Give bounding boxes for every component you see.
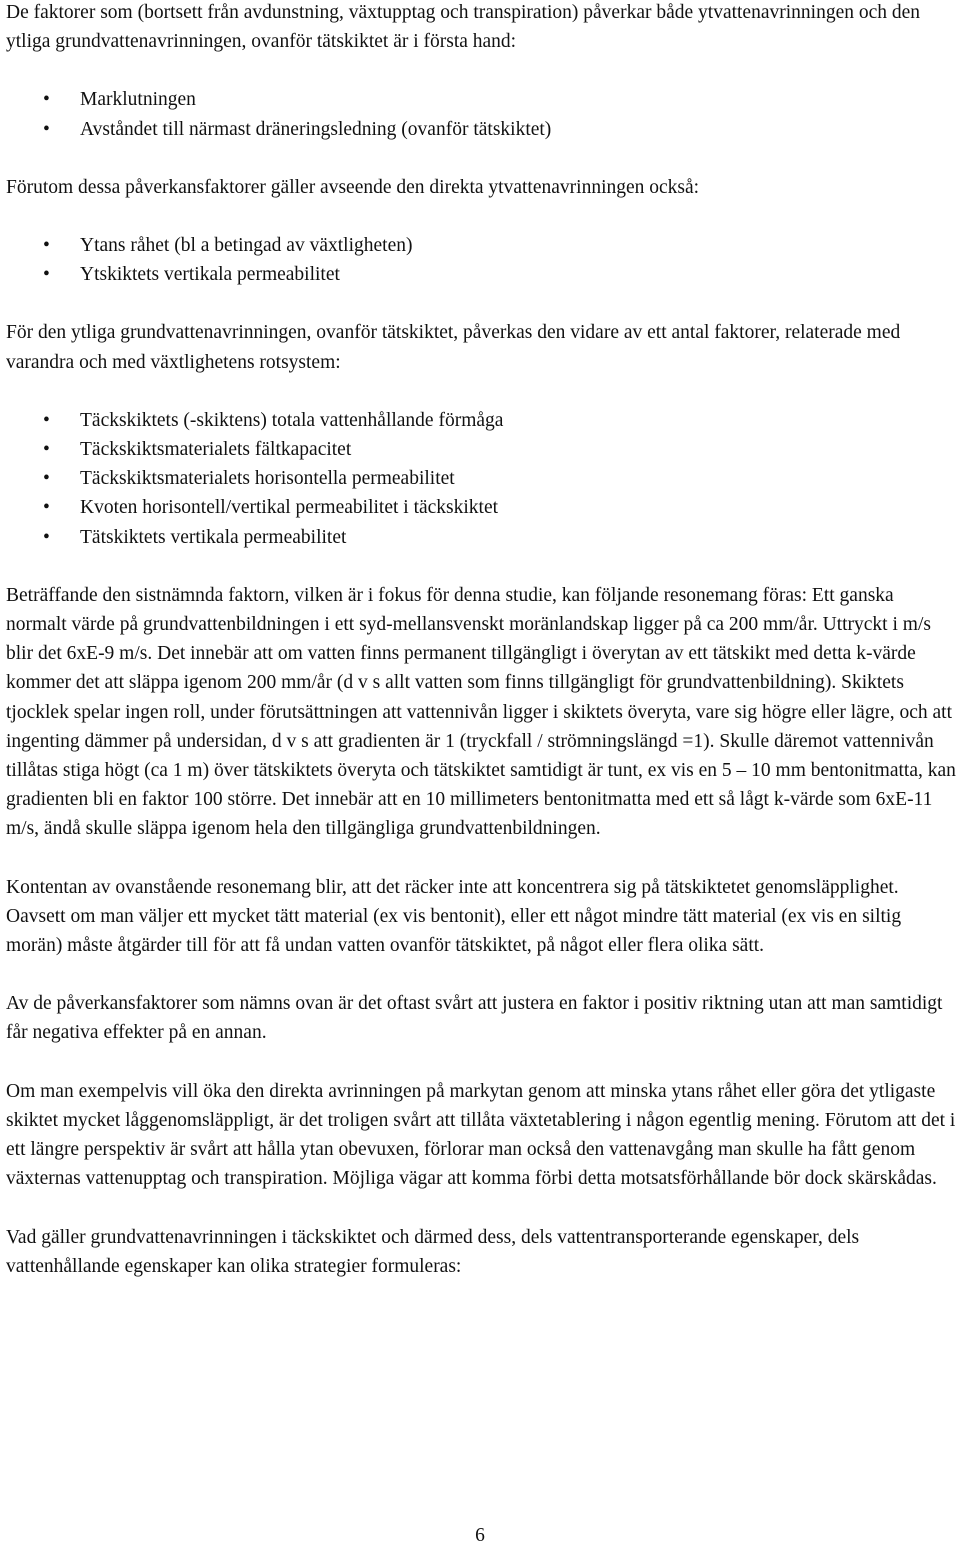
bullet-icon: • [43, 235, 50, 257]
bullet-icon: • [43, 264, 50, 286]
list-item: • Tätskiktets vertikala permeabilitet [6, 523, 956, 552]
surface-runoff-paragraph: Förutom dessa påverkansfaktorer gäller avseende den direkta ytvattenavrinningen också: [6, 176, 700, 198]
reasoning-paragraph: Beträffande den sistnämnda faktorn, vilken är i fokus för denna studie, kan följande resonemang föras: Ett ganska normalt värde på grundvattenbildningen i ett syd-mellansvenskt moränlandskap ligger på ca 200 mm/år. Uttryckt i m/s blir det 6xE-9 m/s. Det innebär att om vatten finns permanent tillgängligt i överytan av ett tätskikt med detta k-värde kommer det att släppa igenom 200 mm/år (d v s allt vatten som finns tillgängligt för grundvattenbildning). Skiktets tjocklek spelar ingen roll, under förutsättningen att vattennivån ligger i skiktets överyta, vare sig högre eller lägre, och att ingenting dämmer på undersidan, d v s att gradienten är 1 (tryckfall / strömningslängd =1). Skulle däremot vattennivån tillåtas stiga högt (ca 1 m) över tätskiktets överyta och tätskiktet samtidigt är tunt, ex vis en 5 – 10 mm bentonitmatta, kan gradienten bli en faktor 100 större. Det innebär att en 10 millimeters bentonitmatta med ett så lågt k-värde som 6xE-11 m/s, ändå skulle släppa igenom hela den tillgängliga grundvattenbildningen. [6, 584, 956, 840]
tradeoff-paragraph: Av de påverkansfaktorer som nämns ovan är det oftast svårt att justera en faktor i positiv riktning utan att man samtidigt får negativa effekter på en annan. [6, 993, 943, 1044]
intro-paragraph: De faktorer som (bortsett från avdunstning, växtupptag och transpiration) påverkar både ytvattenavrinningen och den ytliga grundvattenavrinningen, ovanför tätskiktet är i första hand: [6, 2, 921, 53]
list-item: • Kvoten horisontell/vertikal permeabilitet i täckskiktet [6, 493, 956, 522]
strategies-paragraph: Vad gäller grundvattenavrinningen i täckskiktet och därmed dess, dels vattentransporterande egenskaper, dels vattenhållande egenskaper kan olika strategier formuleras: [6, 1226, 860, 1277]
conclusion-paragraph: Kontentan av ovanstående resonemang blir, att det räcker inte att koncentrera sig på tätskiktetet genomsläpplighet. Oavsett om man väljer ett mycket tätt material (ex vis bentonit), eller ett något mindre tätt material (ex vis en siltig morän) måste åtgärder till för att få undan vatten ovanför tätskiktet, på något eller flera olika sätt. [6, 876, 902, 957]
bullet-icon: • [43, 468, 50, 490]
list-item: • Ytans råhet (bl a betingad av växtligheten) [6, 231, 956, 260]
example-paragraph: Om man exempelvis vill öka den direkta avrinningen på markytan genom att minska ytans råhet eller göra det ytligaste skiktet mycket låggenomsläppligt, är det troligen svårt att tillåta växtetablering i någon egentlig mening. Förutom att det i ett längre perspektiv är svårt att hålla ytan obevuxen, förlorar man också den vattenavgång man skulle ha fått genom växternas vattenupptag och transpiration. Möjliga vägar att komma förbi detta motsatsförhållande bör dock skärskådas. [6, 1080, 956, 1190]
page-number: 6 [475, 1525, 485, 1546]
bullet-icon: • [43, 89, 50, 111]
list-item: • Avståndet till närmast dräneringsledning (ovanför tätskiktet) [6, 115, 956, 144]
slope-factors-list [6, 85, 956, 143]
bullet-icon: • [43, 526, 50, 548]
list-item: • Täckskiktsmaterialets horisontella permeabilitet [6, 464, 956, 493]
cover-layer-factors-list [6, 406, 956, 552]
surface-factors-list [6, 231, 956, 289]
groundwater-runoff-paragraph: För den ytliga grundvattenavrinningen, ovanför tätskiktet, påverkas den vidare av ett antal faktorer, relaterade med varandra och med växtlighetens rotsystem: [6, 322, 901, 373]
document-page [6, 0, 956, 1310]
bullet-icon: • [43, 497, 50, 519]
bullet-icon: • [43, 118, 50, 140]
list-item: • Täckskiktets (-skiktens) totala vattenhållande förmåga [6, 406, 956, 435]
list-item: • Ytskiktets vertikala permeabilitet [6, 260, 956, 289]
list-item: • Marklutningen [6, 85, 956, 114]
bullet-icon: • [43, 439, 50, 461]
bullet-icon: • [43, 409, 50, 431]
list-item: • Täckskiktsmaterialets fältkapacitet [6, 435, 956, 464]
